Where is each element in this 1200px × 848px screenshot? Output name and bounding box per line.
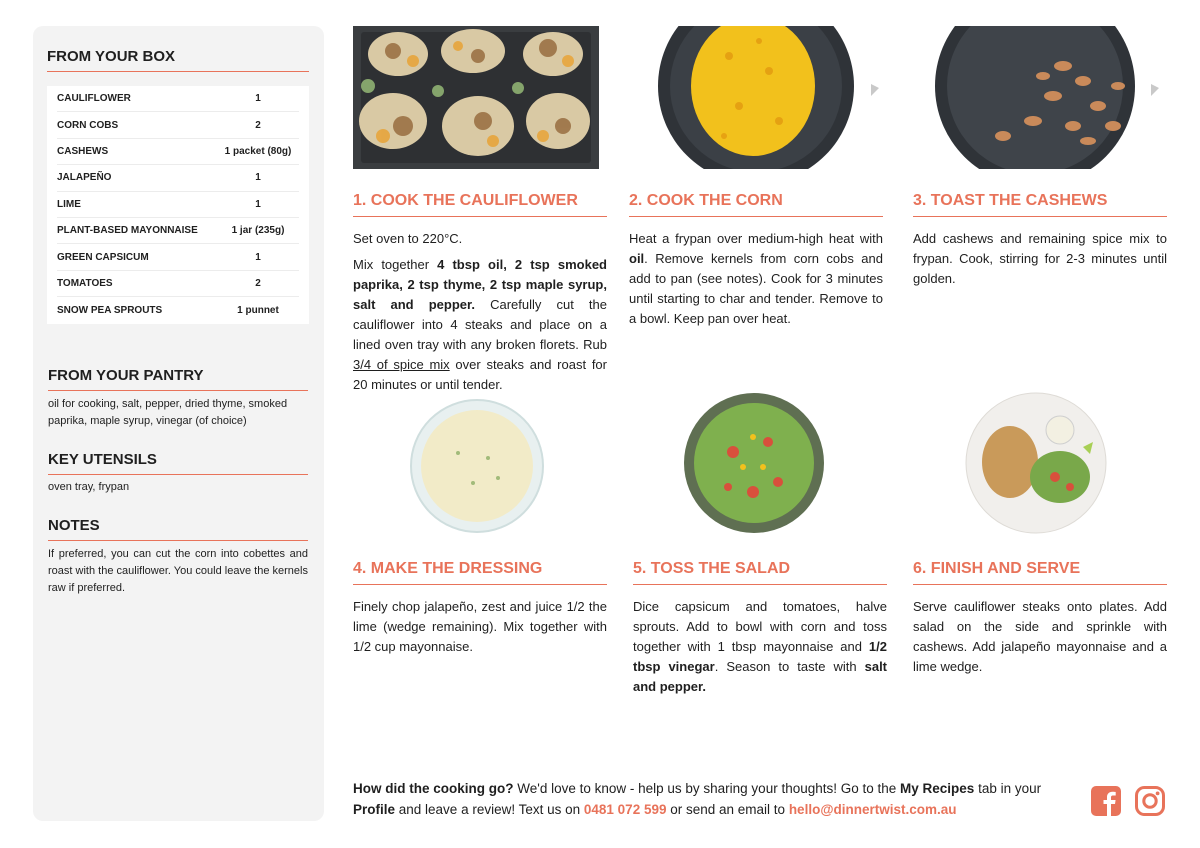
table-row [57,297,299,323]
ingredient-qty: 2 [255,277,261,289]
cauliflower-tray-image [353,26,599,169]
table-row [57,86,299,112]
table-row [57,218,299,244]
utensils-text: oven tray, frypan [48,481,130,493]
utensils-title: KEY UTENSILS [48,451,308,475]
table-row [57,271,299,297]
ingredient-qty: 1 [255,172,261,184]
step-1-body [353,229,607,395]
step-5 [633,560,887,703]
ingredient-qty: 1 [255,198,261,210]
ingredient-name: CASHEWS [57,145,109,157]
table-row [57,112,299,138]
facebook-icon[interactable] [1090,785,1122,817]
step-5-body [633,597,887,697]
step-3-title: 3. TOAST THE CASHEWS [913,192,1167,217]
notes-title: NOTES [48,517,308,541]
step-2 [629,192,883,335]
ingredient-name: PLANT-BASED MAYONNAISE [57,225,198,237]
step-2-text: Heat a frypan over medium-high heat with oil. Remove kernels from corn cobs and add to pan (see notes). Cook for 3 minutes until starting to char and tender. Remove to a bowl. Keep pan over heat. [629,231,883,326]
step-5-text: Dice capsicum and tomatoes, halve sprouts. Add to bowl with corn and toss together with 1 tbsp mayonnaise and 1/2 tbsp vinegar. Season to taste with salt and pepper. [633,599,888,694]
step-6 [913,560,1167,683]
table-row [57,165,299,191]
ingredient-qty: 1 [255,93,261,105]
ingredient-name: SNOW PEA SPROUTS [57,304,163,316]
email-link[interactable]: hello@dinnertwist.com.au [788,802,957,817]
ingredient-name: LIME [57,198,81,210]
step-6-body [913,597,1167,677]
ingredient-qty: 1 jar (235g) [231,225,285,237]
step-4-text: Finely chop jalapeño, zest and juice 1/2 the lime (wedge remaining). Mix together with 1/2 cup mayonnaise. [353,599,607,654]
plated-dish-image [965,392,1107,534]
ingredient-name: JALAPEÑO [57,172,112,184]
step-3-text: Add cashews and remaining spice mix to frypan. Cook, stirring for 2-3 minutes until golden. [913,231,1167,286]
ingredients-table [47,86,309,324]
step-3-body [913,229,1167,289]
dressing-bowl-image [408,398,546,534]
step-3 [913,192,1167,295]
pantry-text: oil for cooking, salt, pepper, dried thyme, smoked paprika, maple syrup, vinegar (of choice) [48,398,288,427]
feedback-footer: How did the cooking go? We'd love to know - help us by sharing your thoughts! Go to the My Recipes tab in your Profile and leave a review! Text us on 0481 072 599 or send an email to hello@dinnertwist.com.au [353,781,1042,817]
step-1-text: Mix together 4 tbsp oil, 2 tsp smoked paprika, 2 tsp thyme, 2 tsp maple syrup, salt and pepper. Carefully cut the cauliflower into 4 steaks and place on a lined oven tray with any broken florets. Rub 3/4 of spice mix over steaks and roast for 20 minutes or until tender. [353,257,607,392]
table-row [57,192,299,218]
step-1-text: Set oven to 220°C. [353,231,463,246]
ingredient-name: CORN COBS [57,119,119,131]
ingredient-qty: 1 punnet [237,304,279,316]
step-4-body [353,597,607,657]
ingredient-qty: 1 packet (80g) [224,145,292,157]
step-1-title: 1. COOK THE CAULIFLOWER [353,192,607,217]
ingredient-qty: 1 [255,251,261,263]
pantry-title: FROM YOUR PANTRY [48,367,308,391]
step-4 [353,560,607,663]
ingredient-name: CAULIFLOWER [57,93,131,105]
cashews-pan-image [913,26,1167,169]
notes-text: If preferred, you can cut the corn into cobettes and roast with the cauliflower. You could leave the kernels raw if preferred. [48,548,308,594]
table-row [57,139,299,165]
ingredient-qty: 2 [255,119,261,131]
ingredient-name: TOMATOES [57,277,113,289]
table-row [57,244,299,270]
footer-question: How did the cooking go? [353,781,514,796]
corn-pan-image [629,26,883,169]
step-6-title: 6. FINISH AND SERVE [913,560,1167,585]
instagram-icon[interactable] [1134,785,1166,817]
my-recipes-tab-ref: My Recipes [900,781,975,796]
step-5-title: 5. TOSS THE SALAD [633,560,887,585]
step-2-body [629,229,883,329]
salad-bowl-image [683,392,825,534]
step-1 [353,192,607,401]
phone-link[interactable]: 0481 072 599 [583,802,667,817]
from-your-box-title: FROM YOUR BOX [47,48,309,72]
ingredients-sidebar [33,26,324,821]
step-6-text: Serve cauliflower steaks onto plates. Add salad on the side and sprinkle with cashews. Add jalapeño mayonnaise and a lime wedge. [913,599,1167,674]
step-4-title: 4. MAKE THE DRESSING [353,560,607,585]
ingredient-name: GREEN CAPSICUM [57,251,149,263]
profile-ref: Profile [353,802,396,817]
step-2-title: 2. COOK THE CORN [629,192,883,217]
